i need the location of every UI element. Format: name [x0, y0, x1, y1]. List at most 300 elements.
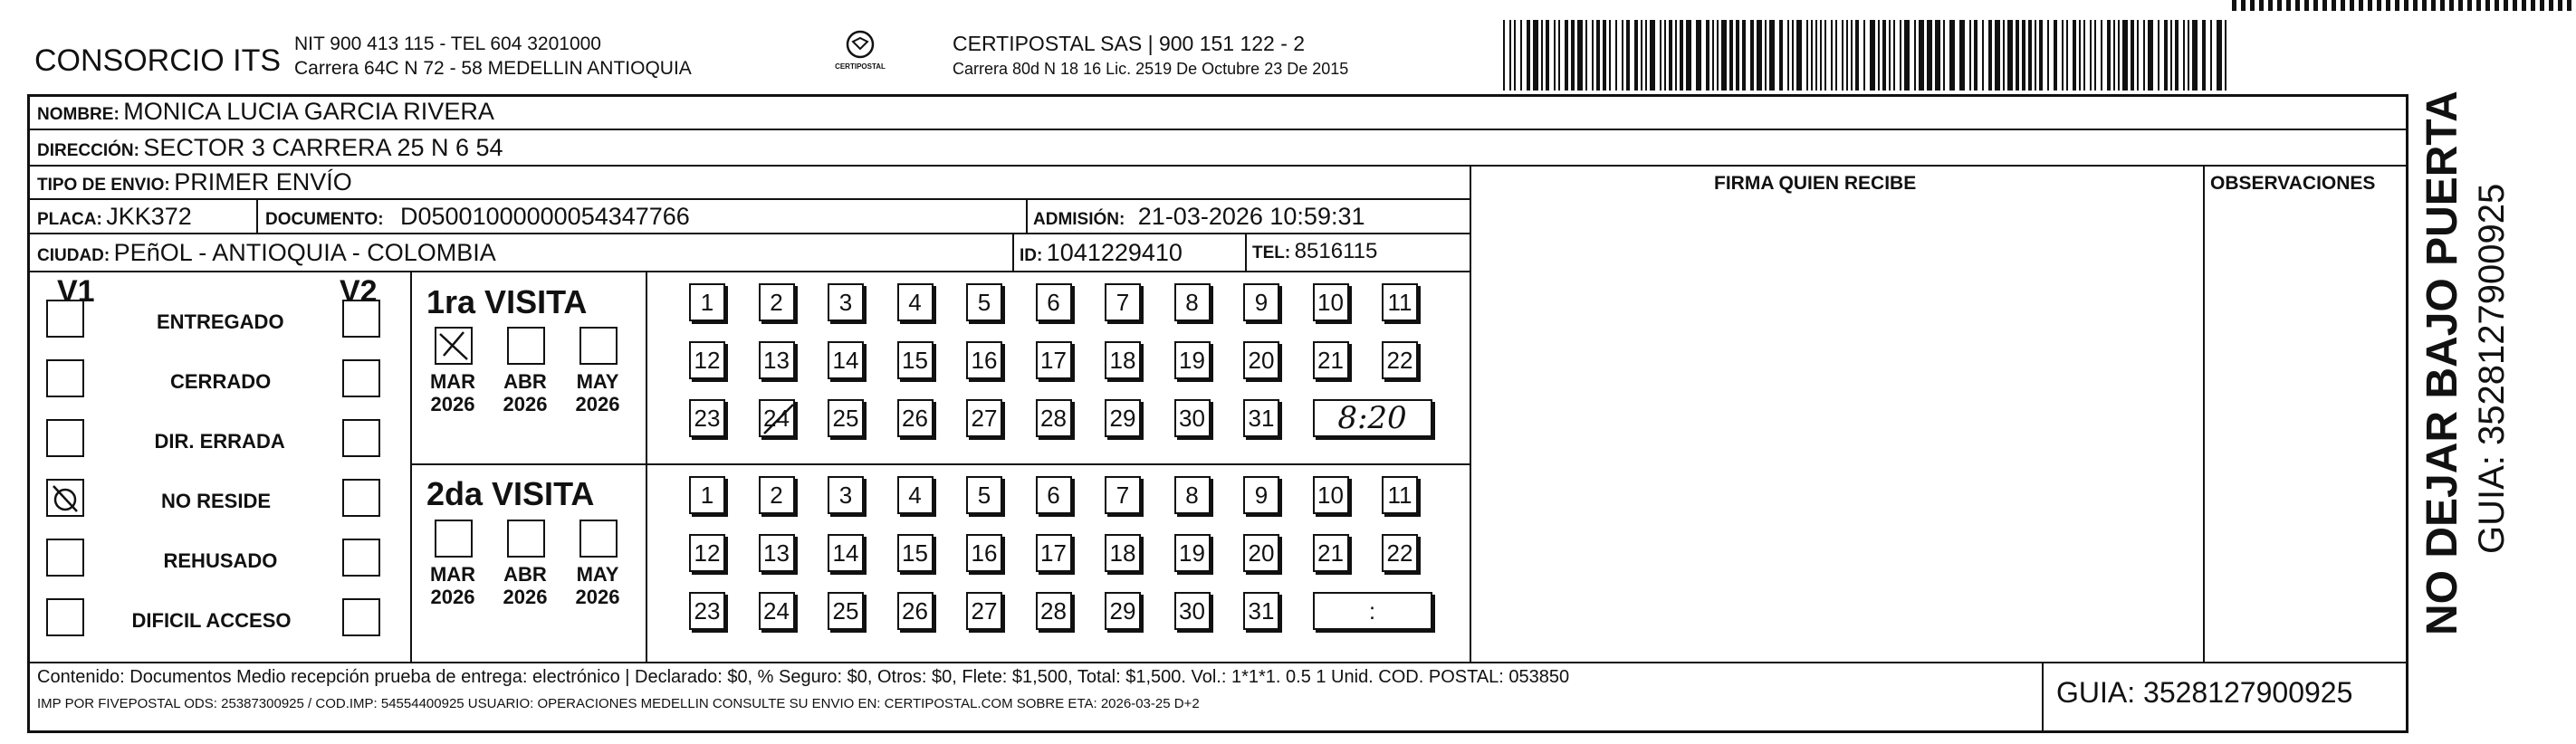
barcode-bar: [1959, 20, 1965, 91]
day-box[interactable]: [689, 592, 725, 630]
day-box[interactable]: [689, 399, 725, 437]
month-checkbox[interactable]: [579, 327, 618, 365]
v2-checkbox[interactable]: [342, 359, 380, 397]
v2-checkbox[interactable]: [342, 300, 380, 338]
month-year: 2026: [575, 393, 620, 415]
day-number: 31: [1248, 596, 1275, 625]
edge-tick: [2332, 0, 2336, 11]
edge-tick: [2259, 0, 2264, 11]
day-number: 15: [902, 346, 928, 374]
barcode-bar: [1769, 20, 1775, 91]
barcode-bar: [2175, 20, 2179, 91]
day-number: 16: [971, 346, 998, 374]
barcode-bar: [2094, 20, 2096, 91]
month-checkbox[interactable]: [507, 327, 545, 365]
barcode-bar: [2113, 20, 2115, 91]
admision-label: ADMISIÓN:: [1033, 210, 1125, 229]
day-box[interactable]: [1105, 592, 1141, 630]
edge-tick: [2268, 0, 2273, 11]
day-number: 30: [1179, 404, 1205, 432]
day-number: 26: [902, 596, 928, 625]
day-number: 17: [1040, 346, 1067, 374]
documento-label: DOCUMENTO:: [265, 210, 384, 229]
day-number: 24: [763, 404, 790, 432]
day-box[interactable]: [1382, 341, 1418, 379]
barcode-bar: [1742, 20, 1746, 91]
barcode-bar: [2183, 20, 2185, 91]
barcode-bar: [2047, 20, 2049, 91]
logo-icon: [840, 29, 880, 62]
barcode-bar: [1842, 20, 1843, 91]
day-number: 30: [1179, 596, 1205, 625]
barcode-bar: [1757, 20, 1762, 91]
day-box[interactable]: [759, 399, 795, 437]
tel-row: [1252, 239, 1377, 264]
status-option-label: DIR. ERRADA: [154, 430, 285, 453]
nombre-value: MONICA LUCIA GARCIA RIVERA: [123, 98, 494, 125]
day-number: 4: [908, 481, 922, 509]
barcode-bar: [2039, 20, 2043, 91]
barcode-bar: [1969, 20, 1971, 91]
edge-tick: [2277, 0, 2282, 11]
day-box[interactable]: [1313, 476, 1349, 514]
barcode-bar: [1855, 20, 1859, 91]
barcode-bar: [1686, 20, 1691, 91]
day-number: 14: [832, 346, 859, 374]
day-box[interactable]: [1105, 534, 1141, 572]
day-number: 3: [838, 481, 853, 509]
barcode-bar: [1846, 20, 1848, 91]
month-label: [493, 563, 557, 608]
barcode-bar: [1750, 20, 1754, 91]
id-value: 1041229410: [1046, 239, 1183, 266]
barcode-bar: [1882, 20, 1886, 91]
v1-checkbox[interactable]: [46, 419, 84, 457]
barcode-bar: [1527, 20, 1530, 91]
day-box[interactable]: [1174, 283, 1211, 321]
footer-guia: GUIA: 3528127900925: [2056, 676, 2353, 709]
day-number: 23: [694, 596, 721, 625]
day-number: 24: [763, 596, 790, 625]
day-number: 27: [971, 404, 998, 432]
company-name: CONSORCIO ITS: [34, 43, 282, 78]
edge-tick: [2467, 0, 2472, 11]
side-guia: GUIA: 3528127900925: [2472, 183, 2512, 554]
barcode-bar: [1565, 20, 1568, 91]
barcode-bar: [1935, 20, 1940, 91]
day-box[interactable]: [759, 534, 795, 572]
barcode-bar: [1721, 20, 1727, 91]
month-name: MAY: [576, 370, 619, 393]
v1-checkbox[interactable]: [46, 479, 84, 517]
barcode-bar: [1779, 20, 1783, 91]
barcode-bar: [2003, 20, 2005, 91]
day-number: 7: [1116, 288, 1130, 316]
month-year: 2026: [503, 393, 548, 415]
month-year: 2026: [430, 393, 475, 415]
edge-tick: [2386, 0, 2390, 11]
waybill-form: [27, 94, 2408, 733]
barcode-bar: [1603, 20, 1606, 91]
day-number: 3: [838, 288, 853, 316]
admision-row: [1033, 203, 1365, 231]
day-number: 8: [1185, 288, 1199, 316]
month-checkbox[interactable]: [435, 520, 473, 558]
barcode-bar: [1585, 20, 1587, 91]
day-number: 16: [971, 539, 998, 567]
day-box[interactable]: [897, 283, 934, 321]
barcode-bar: [1592, 20, 1594, 91]
day-box[interactable]: [689, 341, 725, 379]
edge-tick: [2350, 0, 2354, 11]
day-box[interactable]: [759, 476, 795, 514]
edge-tick: [2440, 0, 2445, 11]
edge-tick: [2404, 0, 2408, 11]
company-address: Carrera 64C N 72 - 58 MEDELLIN ANTIOQUIA: [294, 58, 692, 79]
tipo-envio-label: TIPO DE ENVIO:: [37, 176, 170, 195]
day-box[interactable]: [759, 592, 795, 630]
day-number: 14: [832, 539, 859, 567]
time-value: :: [1368, 596, 1376, 625]
day-box[interactable]: [759, 283, 795, 321]
nombre-label: NOMBRE:: [37, 105, 120, 124]
month-label: [493, 370, 557, 415]
time-box[interactable]: [1313, 592, 1432, 630]
placa-value: JKK372: [106, 203, 192, 230]
documento-row: [265, 203, 690, 231]
barcode-bar: [2122, 20, 2128, 91]
day-number: 10: [1317, 481, 1344, 509]
edge-tick: [2567, 0, 2571, 11]
day-box[interactable]: [689, 476, 725, 514]
day-box[interactable]: [689, 283, 725, 321]
day-box[interactable]: [759, 341, 795, 379]
day-box[interactable]: [1382, 283, 1418, 321]
top-edge-mark: [2232, 0, 2576, 13]
day-number: 21: [1317, 539, 1344, 567]
day-box[interactable]: [1036, 399, 1072, 437]
month-name: ABR: [503, 563, 547, 586]
day-number: 18: [1109, 539, 1136, 567]
v1-checkbox[interactable]: [46, 300, 84, 338]
day-box[interactable]: [1313, 341, 1349, 379]
day-box[interactable]: [1036, 534, 1072, 572]
v2-checkbox[interactable]: [342, 479, 380, 517]
month-checkbox[interactable]: [507, 520, 545, 558]
day-box[interactable]: [1382, 534, 1418, 572]
barcode-bar: [1792, 20, 1794, 91]
barcode-bar: [1645, 20, 1647, 91]
edge-tick: [2295, 0, 2300, 11]
barcode-bar: [2164, 20, 2168, 91]
id-row: [1020, 239, 1183, 267]
barcode-bar: [2101, 20, 2102, 91]
day-box[interactable]: [897, 592, 934, 630]
barcode-bar: [1982, 20, 1984, 91]
barcode-bar: [1943, 20, 1945, 91]
edge-tick: [2431, 0, 2436, 11]
day-number: 25: [832, 596, 859, 625]
day-number: 19: [1179, 539, 1205, 567]
day-number: 6: [1047, 288, 1060, 316]
footer-contenido: Contenido: Documentos Medio recepción prueba de entrega: electrónico | Declarado: $0, % Seguro: $0, Otros: $0, Flete: $1,500, Total: $1,500. Vol.: 1*1*1. 0.5 1 Unid. COD. POSTAL: 053850: [37, 667, 1570, 687]
day-box[interactable]: [828, 476, 864, 514]
status-option-label: REHUSADO: [163, 549, 278, 572]
edge-tick: [2395, 0, 2399, 11]
edge-tick: [2449, 0, 2454, 11]
v1-checkbox[interactable]: [46, 598, 84, 636]
barcode-bar: [2131, 20, 2134, 91]
edge-tick: [2241, 0, 2246, 11]
barcode-bar: [1706, 20, 1709, 91]
day-box[interactable]: [828, 592, 864, 630]
day-box[interactable]: [1105, 399, 1141, 437]
barcode-bar: [1919, 20, 1924, 91]
barcode-bar: [2202, 20, 2206, 91]
barcode-bar: [2137, 20, 2139, 91]
observaciones-label: OBSERVACIONES: [2210, 173, 2376, 194]
direccion-label: DIRECCIÓN:: [37, 141, 139, 160]
day-box[interactable]: [1036, 476, 1072, 514]
day-number: 5: [977, 481, 991, 509]
day-box[interactable]: [1105, 476, 1141, 514]
edge-tick: [2504, 0, 2508, 11]
day-box[interactable]: [1313, 283, 1349, 321]
edge-tick: [2531, 0, 2535, 11]
v2-checkbox[interactable]: [342, 539, 380, 577]
month-name: MAR: [429, 563, 476, 586]
day-box[interactable]: [1036, 592, 1072, 630]
month-name: ABR: [503, 370, 547, 393]
month-label: [421, 563, 484, 608]
tel-value: 8516115: [1294, 239, 1378, 263]
day-box[interactable]: [828, 341, 864, 379]
barcode: [1503, 20, 2227, 91]
time-value: 8:20: [1337, 400, 1407, 436]
barcode-bar: [1851, 20, 1853, 91]
documento-value: D05001000000054347766: [400, 203, 690, 230]
placa-row: [37, 203, 192, 231]
v1-label: V1: [57, 274, 95, 309]
day-box[interactable]: [966, 534, 1002, 572]
firma-label: FIRMA QUIEN RECIBE: [1714, 173, 1917, 194]
barcode-bar: [2035, 20, 2036, 91]
day-number: 26: [902, 404, 928, 432]
barcode-bar: [1641, 20, 1642, 91]
barcode-bar: [2007, 20, 2013, 91]
barcode-bar: [1889, 20, 1891, 91]
barcode-bar: [1815, 20, 1817, 91]
day-box[interactable]: [897, 534, 934, 572]
day-number: 17: [1040, 539, 1067, 567]
barcode-bar: [1904, 20, 1910, 91]
day-box[interactable]: [1174, 399, 1211, 437]
day-number: 13: [763, 539, 790, 567]
second-visit-title: 2da VISITA: [426, 475, 595, 512]
day-box[interactable]: [1174, 341, 1211, 379]
barcode-bar: [2225, 20, 2226, 91]
barcode-bar: [1893, 20, 1895, 91]
barcode-bar: [1696, 20, 1701, 91]
strike-mark-icon: [761, 401, 797, 437]
day-number: 28: [1040, 404, 1067, 432]
v2-checkbox[interactable]: [342, 598, 380, 636]
day-number: 28: [1040, 596, 1067, 625]
day-box[interactable]: [966, 283, 1002, 321]
day-number: 9: [1254, 288, 1269, 316]
month-year: 2026: [503, 586, 548, 608]
barcode-bar: [2090, 20, 2092, 91]
day-box[interactable]: [1243, 283, 1279, 321]
day-number: 22: [1386, 539, 1413, 567]
barcode-bar: [1571, 20, 1575, 91]
barcode-bar: [1664, 20, 1666, 91]
ciudad-row: [37, 239, 496, 267]
month-year: 2026: [430, 586, 475, 608]
no-dejar-bajo-puerta: NO DEJAR BAJO PUERTA: [2418, 91, 2466, 635]
day-box[interactable]: [1313, 534, 1349, 572]
barcode-bar: [1927, 20, 1932, 91]
barcode-bar: [2217, 20, 2222, 91]
status-option-label: ENTREGADO: [157, 310, 284, 333]
day-number: 20: [1248, 346, 1275, 374]
barcode-bar: [2028, 20, 2032, 91]
day-box[interactable]: [897, 399, 934, 437]
barcode-bar: [1949, 20, 1955, 91]
barcode-bar: [2192, 20, 2198, 91]
status-option-label: CERRADO: [170, 370, 272, 393]
day-box[interactable]: [1105, 283, 1141, 321]
day-box[interactable]: [897, 476, 934, 514]
barcode-bar: [2210, 20, 2212, 91]
day-box[interactable]: [828, 399, 864, 437]
barcode-bar: [1806, 20, 1808, 91]
time-box[interactable]: [1313, 399, 1432, 437]
day-box[interactable]: [1036, 283, 1072, 321]
barcode-bar: [1520, 20, 1522, 91]
month-label: [421, 370, 484, 415]
barcode-bar: [2022, 20, 2025, 91]
day-box[interactable]: [1243, 476, 1279, 514]
day-number: 27: [971, 596, 998, 625]
day-box[interactable]: [897, 341, 934, 379]
tel-label: TEL:: [1252, 243, 1291, 262]
day-number: 13: [763, 346, 790, 374]
barcode-bar: [1675, 20, 1677, 91]
month-checkbox[interactable]: [435, 327, 473, 365]
day-box[interactable]: [1105, 341, 1141, 379]
barcode-bar: [1900, 20, 1901, 91]
day-number: 4: [908, 288, 922, 316]
month-label: [566, 370, 629, 415]
direccion-value: SECTOR 3 CARRERA 25 N 6 54: [143, 134, 503, 161]
day-number: 10: [1317, 288, 1344, 316]
day-number: 23: [694, 404, 721, 432]
month-checkbox[interactable]: [579, 520, 618, 558]
day-number: 19: [1179, 346, 1205, 374]
edge-tick: [2495, 0, 2499, 11]
barcode-bar: [2054, 20, 2057, 91]
day-number: 21: [1317, 346, 1344, 374]
day-box[interactable]: [1243, 341, 1279, 379]
barcode-bar: [1558, 20, 1560, 91]
day-box[interactable]: [1174, 592, 1211, 630]
barcode-bar: [1622, 20, 1623, 91]
day-box[interactable]: [966, 341, 1002, 379]
checkmark-icon: [48, 481, 82, 515]
barcode-bar: [1717, 20, 1719, 91]
checkmark-icon: [436, 329, 471, 363]
day-box[interactable]: [828, 283, 864, 321]
day-number: 8: [1185, 481, 1199, 509]
day-number: 15: [902, 539, 928, 567]
v1-checkbox[interactable]: [46, 539, 84, 577]
barcode-bar: [2107, 20, 2111, 91]
day-box[interactable]: [1243, 592, 1279, 630]
day-number: 18: [1109, 346, 1136, 374]
day-box[interactable]: [1382, 476, 1418, 514]
barcode-bar: [1736, 20, 1739, 91]
day-number: 12: [694, 346, 721, 374]
day-box[interactable]: [966, 476, 1002, 514]
day-number: 9: [1254, 481, 1269, 509]
day-box[interactable]: [1036, 341, 1072, 379]
day-box[interactable]: [966, 399, 1002, 437]
barcode-bar: [1974, 20, 1977, 91]
barcode-bar: [1626, 20, 1630, 91]
day-number: 7: [1116, 481, 1130, 509]
logo-text: CERTIPOSTAL: [835, 62, 886, 71]
ciudad-label: CIUDAD:: [37, 246, 110, 265]
edge-tick: [2322, 0, 2327, 11]
id-label: ID:: [1020, 246, 1043, 265]
day-box[interactable]: [966, 592, 1002, 630]
certipostal-logo: [833, 29, 887, 71]
barcode-bar: [2073, 20, 2076, 91]
barcode-bar: [1914, 20, 1916, 91]
day-box[interactable]: [1243, 399, 1279, 437]
barcode-bar: [1878, 20, 1880, 91]
v1-checkbox[interactable]: [46, 359, 84, 397]
day-box[interactable]: [1174, 476, 1211, 514]
barcode-bar: [1729, 20, 1733, 91]
day-box[interactable]: [1174, 534, 1211, 572]
v2-label: V2: [340, 274, 378, 309]
day-box[interactable]: [828, 534, 864, 572]
barcode-bar: [1787, 20, 1789, 91]
barcode-bar: [1554, 20, 1556, 91]
company-nit: NIT 900 413 115 - TEL 604 3201000: [294, 33, 601, 54]
day-box[interactable]: [689, 534, 725, 572]
barcode-bar: [2062, 20, 2064, 91]
barcode-bar: [1596, 20, 1600, 91]
month-year: 2026: [575, 586, 620, 608]
carrier-info: [953, 32, 1348, 79]
v2-checkbox[interactable]: [342, 419, 380, 457]
barcode-bar: [1634, 20, 1638, 91]
barcode-bar: [1514, 20, 1516, 91]
barcode-bar: [1577, 20, 1583, 91]
day-number: 1: [700, 481, 714, 509]
nombre-row: [37, 98, 494, 126]
direccion-row: [37, 134, 503, 162]
edge-tick: [2286, 0, 2291, 11]
day-number: 29: [1109, 404, 1136, 432]
day-box[interactable]: [1243, 534, 1279, 572]
barcode-bar: [2158, 20, 2159, 91]
status-option-label: NO RESIDE: [161, 490, 272, 512]
month-name: MAY: [576, 563, 619, 586]
